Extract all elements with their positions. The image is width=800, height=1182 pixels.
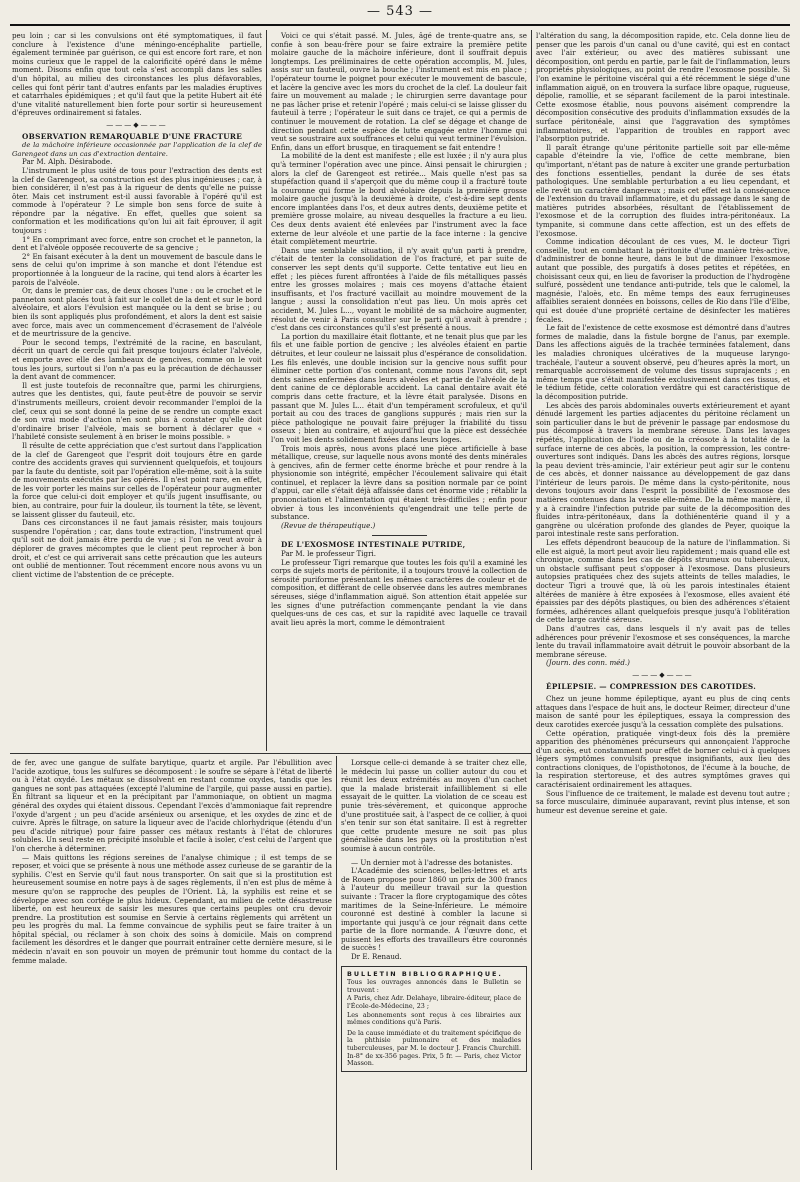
separator-ornament: ———◆———: [632, 670, 694, 679]
paragraph: Dans d'autres cas, dans lesquels il n'y avait pas de telles adhérences pour prévenir l'exosmose et ses conséquences, la marche lente du travail inflammatoire avait détruit le pouvoir absorbant de la membrane séreuse.: [536, 623, 790, 659]
paragraph: Cette opération, pratiquée vingt-deux fois dès la première apparition des phénomènes précurseurs qui annonçaient l'approche d'un accès, eut constamment pour effet de borner celui-ci à quelques légers symptômes convulsifs presque insignifiants, aux lieu des contractions cloniques, de l'opisthotonos, de l'écume à la bouche, de la respiration stertoreuse, et des autres symptômes graves qui caractérisaient ordinairement les attaques.: [536, 728, 790, 790]
paragraph: Or, dans le premier cas, de deux choses l'une : ou le crochet et le panneton sont placés tout à fait sur le collet de la dent et sur le bord alvéolaire, et alors l'évulsion est manquée ou la dent se brise ; ou bien ils sont appliqués plus profondément, et alors la dent est saisie avec force, mais avec un commencement d'écrasement de l'alvéole et de meurtrissure de la gencive.: [12, 286, 262, 339]
paragraph: peu loin ; car si les convulsions ont été symptomatiques, il faut conclure à l'existence d'une méningo-encéphalite partielle, également terminée par guérison, ce qui est encore fort rare, et non moins curieux que le rappel de la calorificité opéré dans le même moment. Disons enfin que tout cela s'est accompli dans les salles d'un hôpital, au milieu des circonstances les plus défavorables, celles qui font périr tant d'autres enfants par les maladies éruptives et catarrhales épidémiques ; et qu'il faut que la petite Hubert ait été d'une vitalité naturellement bien forte pour sortir si heureusement d'épreuves ordinairement si fatales.: [12, 32, 262, 118]
paragraph: Les effets dépendront beaucoup de la nature de l'inflammation. Si elle est aiguë, la mort peut avoir lieu rapidement ; mais quand elle est chronique, comme dans les cas de dépôts strumeux ou tuberculeux, un obstacle suffisant peut s'opposer à l'exosmose. Dans plusieurs autopsies pratiquées chez des sujets atteints de telles maladies, le docteur Tigri a trouvé que, là où les parois intestinales étaient altérées de manière à être exposées à l'exosmose, elles avaient été épaissies par des dépôts plastiques, ou bien des adhérences s'étaient formées, adhérences allant quelquefois presque jusqu'à l'oblitération de cette large cavité séreuse.: [536, 538, 790, 625]
paragraph: Dans une semblable situation, il n'y avait qu'un parti à prendre, c'était de tenter la consolidation de l'os fracturé, et par suite de conserver les sept dents qu'il supporte. Cette tentative eut lieu en effet ; les pièces furent affrontées à l'aide de fils métalliques passés entre les grosses molaires ; mais ces moyens d'attache étaient insuffisants, et l'os fracturé vacillait au moindre mouvement de la langue ; aussi la consolidation n'eut pas lieu. Un mois après cet accident, M. Jules L..., voyant le mobilité de sa mâchoire augmenter, résolut de venir à Paris consulter sur le parti qu'il avait à prendre ; c'est dans ces circonstances qu'il s'est présenté à nous.: [271, 245, 527, 333]
article-title: OBSERVATION REMARQUABLE D'UNE FRACTURE: [22, 131, 243, 141]
paragraph: 1° En comprimant avec force, entre son crochet et le panneton, la dent et l'alvéole opposée recouverte de sa gencive ;: [12, 234, 262, 253]
paragraph: Les abcès des parois abdominales ouverts extérieurement et ayant dénudé largement les parties adjacentes du péritoine réclament un soin particulier dans le but de prévenir le passage par endosmose du pus décomposé à travers la membrane séreuse. Dans les lavages répétés, l'application de l'iode ou de la créosote à la totalité de la surface interne de ces abcès, la position, la compression, les contre-ouvertures sont indiqués. Dans les abcès des autres régions, lorsque la peau devient très-amincie, l'air extérieur peut agir sur le contenu de ces abcès, et donner naissance au développement de gaz dans l'intérieur de leurs parois. De même dans la cysto-péritonite, nous devons toujours avoir dans l'esprit la possibilité de l'exosmose des matières contenues dans la vessie elle-même. De la même manière, il y a à craindre l'infection putride par suite de la décomposition des fluides intra-péritonéaux, dans la dothiénentérie quand il y a gangrène ou ulcération profonde des glandes de Peyer, quoique la paroi intestinale reste sans perforation.: [536, 400, 790, 539]
article-author: Par M. le professeur Tigri.: [281, 549, 376, 559]
paragraph: Le fait de l'existence de cette exosmose est démontré dans d'autres formes de maladie, dans la fistule borgne de l'anus, par exemple. Dans les affections aiguës de la trachée terminées fatalement, dans les maladies chroniques ulcératives de la muqueuse laryngo-trachéale, l'auteur a souvent observé, peu d'heures après la mort, un remarquable accroissement de volume des tissus suprajacents ; en même temps que s'était manifestée exclusivement dans ces tissus, et le tédium fétide, cette coloration verdâtre qui est caractéristique de la décomposition putride.: [536, 323, 790, 401]
section-rule: [10, 753, 531, 754]
signature: Dr E. Renaud.: [351, 952, 402, 962]
paragraph: L'Académie des sciences, belles-lettres et arts de Rouen propose pour 1860 un prix de 300 francs à l'auteur du meilleur travail sur la question suivante : Tracer la flore cryptogamique des côtes maritimes de la Seine-Inférieure. Le mémoire couronné est destiné à combler la lacune si importante qui jusqu'à ce jour régnait dans cette partie de la flore normande. A l'œuvre donc, et puissent les efforts des travailleurs être couronnés de succès !: [341, 866, 527, 953]
column-right: [536, 32, 790, 1170]
paragraph: Trois mois après, nous avons placé une pièce artificielle à base métallique, creuse, sur laquelle nous avons monté des dents minérales à gencives, afin de fermer cette énorme brèche et pour rendre à la physionomie son intégrité, empêcher l'écoulement salivaire qui était continuel, et replacer la lèvre dans sa position normale par ce point d'appui, car elle s'était déjà affaissée dans cet énorme vide ; rétablir la prononciation et l'alimentation qui étaient très-difficiles ; enfin pour obvier à tous les inconvénients qu'engendrait une telle perte de substance.: [271, 443, 527, 522]
paragraph: Pour le second temps, l'extrémité de la racine, en basculant, décrit un quart de cercle qui fait presque toujours éclater l'alvéole, et emporte avec elle des lambeaux de gencives, comme on le voit tous les jours, surtout si l'on n'a pas eu la précaution de déchausser la dent avant de commencer.: [12, 337, 262, 382]
column-divider: [336, 756, 337, 1170]
paragraph: de fer, avec une gangue de sulfate barytique, quartz et argile. Par l'ébullition avec l'acide azotique, tous les sulfures se décomposent : le soufre se sépare à l'état de liberté ou à l'état oxydé. Les métaux se dissolvent en restant comme oxydes, tandis que les gangues ne sont pas attaquées (excepté l'alumine de l'argile, qui passe aussi en partie). En filtrant sa liqueur et en la précipitant par l'ammoniaque, on obtient un magma général des oxydes qui étaient dissous. Cependant l'excès d'ammoniaque fait reprendre l'oxyde d'argent ; un peu d'acide arsénieux ou arsenique, et les oxydes de zinc et de cuivre. Après le filtrage, on sature la liqueur avec de l'acide chlorhydrique (étendu d'un peu d'acide nitrique) pour faire passer ces métaux restants à l'état de chlorures solubles. Un seul reste en précipité insoluble et facile à isoler, c'est celui de l'argent que l'on cherche à déterminer.: [12, 759, 332, 853]
article-source: (Journ. des conn. méd.): [546, 658, 630, 668]
article-title: ÉPILEPSIE. — COMPRESSION DES CAROTIDES.: [546, 681, 757, 691]
paragraph: — Un dernier mot à l'adresse des botanistes.: [351, 857, 513, 867]
header-rule: [10, 24, 790, 26]
column-divider: [266, 30, 267, 751]
article-subtitle: de la mâchoire inférieure occasionnée par l'application de la clef de Garengeot dans un cas d'extraction dentaire.: [12, 141, 262, 158]
paragraph: Il résulte de cette appréciation que c'est surtout dans l'application de la clef de Garengeot que l'esprit doit toujours être en garde contre des accidents graves qui surviennent quelquefois, et toujours par la faute du dentiste, soit par l'opération elle-même, soit à la suite de mouvements exécutés par les opérés. Il n'est point rare, en effet, de les voir porter les mains sur celles de l'opérateur pour augmenter la force que celui-ci doit employer et qu'ils jugent insuffisante, ou bien, au contraire, pour fuir la douleur, ils tournent la tête, se lèvent, se laissent glisser du fauteuil, etc.: [12, 440, 262, 519]
article-source: (Revue de thérapeutique.): [281, 520, 376, 530]
paragraph: Lorsque celle-ci demande à se traiter chez elle, le médecin lui passe un collier autour du cou et réunit les deux extrémités au moyen d'un cachet que la malade bristerait infailliblement si elle essayait de le quitter. La violation de ce sceau est punie très-sévèrement, et quiconque approche d'une prostituée sait, à l'aspect de ce collier, à quoi s'en tenir sur son état sanitaire. Il est à regretter que cette prudente mesure ne soit pas plus généralisée dans les pays où la prostitution n'est soumise à aucun contrôle.: [341, 759, 527, 853]
bulletin-box: [341, 966, 527, 1072]
paragraph: Sous l'influence de ce traitement, le malade est devenu tout autre ; sa force musculaire, diminuée auparavant, revint plus intense, et son humeur est devenue sereine et gaie.: [536, 788, 790, 815]
paragraph: Comme indication découlant de ces vues, M. le docteur Tigri conseille, tout en combattant la péritonite d'une manière très-active, d'administrer de bonne heure, dans le but de diminuer l'exosmose autant que possible, des purgatifs à doses petites et répétées, en choisissant ceux qui, en lieu de favoriser la production de l'hydrogène sulfuré, possèdent une tendance anti-putride, tels que le calomel, la magnésie, l'aloès, etc. En même temps des eaux ferrugineuses affaiblies seraient données en boissons, celles de Rio dans l'île d'Elbe, qui est douée d'une propriété certaine de désinfecter les matières fécales.: [536, 237, 790, 324]
paragraph: Dans ces circonstances il ne faut jamais résister, mais toujours suspendre l'opération ; car, dans toute extraction, l'instrument quel qu'il soit ne doit jamais être perdu de vue ; si l'on ne veut avoir à déplorer de graves mécomptes que le client peut reprocher à bon droit, et c'est ce qui arriverait sans cette précaution que les auteurs ont oublié de mentionner. Tout récemment encore nous avons vu un client victime de l'abstention de ce précepte.: [12, 518, 262, 579]
separator-ornament: ———◆———: [106, 120, 168, 129]
column-bottom-middle: [341, 759, 527, 1171]
separator-line: [372, 535, 427, 536]
column-left: [12, 32, 262, 750]
column-divider: [531, 30, 532, 1170]
column-middle: [271, 32, 527, 750]
bulletin-line: De la cause immédiate et du traitement spécifique de la phthisie pulmonaire et des maladies tuberculeuses, par M. le docteur J. Francis Churchill. In-8° de xx-356 pages. Prix, 5 fr. — Paris, chez Victor Masson.: [347, 1028, 521, 1068]
paragraph: 2° En faisant exécuter à la dent un mouvement de bascule dans le sens de celui qu'on imprime à son manche et dont l'étendue est proportionnée à la longueur de la racine, qui tend alors à écarter les parois de l'alvéole.: [12, 251, 262, 287]
article-title: DE L'EXOSMOSE INTESTINALE PUTRIDE,: [281, 540, 466, 550]
article-author: Par M. Alph. Désirabode.: [22, 157, 113, 167]
paragraph: Le professeur Tigri remarque que toutes les fois qu'il a examiné les corps de sujets morts de péritonite, il a toujours trouvé la collection de sérosité puriforme présentant les mêmes caractères de couleur et de composition, et différant de celle observée dans les autres membranes séreuses, siége d'inflammation aiguë. Son attention était appelée sur les signes d'une putréfaction commençante pendant la vie dans quelques-uns de ces cas, et sur la rapidité avec laquelle ce travail avait lieu après la mort, comme le démontraient: [271, 557, 527, 627]
paragraph: La portion du maxillaire était flottante, et ne tenait plus que par les fils et une faible portion de gencive ; les alvéoles étaient en partie détruites, et leur couleur ne laissait plus d'espérance de consolidation. Les fils enlevés, une double incision sur la gencive nous suffit pour éliminer cette portion d'os contenant, comme nous l'avons dit, sept dents saines enfermées dans leurs alvéoles et partie de l'alvéole de la dent canine de ce déplorable accident. La canal dentaire avait été compris dans cette fracture, et la lèvre était paralysée. Disons en passant que M. Jules L... était d'un tempérament scrofuleux, et qu'il portait au cou des traces de ganglions suppurés ; mais rien sur la pièce pathologique ne pouvait faire préjuger la friabilité du tissu osseux ; bien au contraire, et aujourd'hui que la pièce est desséchée l'on voit les dents solidement fixées dans leurs loges.: [271, 331, 527, 444]
bulletin-line: A Paris, chez Adr. Delahaye, libraire-éditeur, place de l'École-de-Médecine, 23 ;: [347, 994, 521, 1011]
paragraph: Il paraît étrange qu'une péritonite partielle soit par elle-même capable d'éteindre la vie, l'office de cette membrane, bien qu'important, n'étant pas de nature à exciter une grande perturbation des fonctions essentielles, pendant la durée de ses états pathologiques. Une semblable perturbation a eu lieu cependant, et elle revêt un caractère dangereux ; mais cet effet est la conséquence de l'extension du travail inflammatoire, et du passage dans le sang de matières putrides absorbées, résultant de l'établissement de l'exosmose et de la corruption des fluides intra-péritonéaux. La tympanite, si commune dans cette affection, est un des effets de l'exosmose.: [536, 142, 790, 238]
paragraph: Voici ce qui s'était passé. M. Jules, âgé de trente-quatre ans, se confie à son beau-frère pour se faire extraire la première petite molaire gauche de la mâchoire inférieure, dont il souffrait depuis longtemps. Les préliminaires de cette opération accomplis, M. Jules, assis sur un fauteuil, ouvre la bouche ; l'instrument est mis en place ; l'opérateur tourne le poignet pour exécuter le mouvement de bascule, et lacère la gencive avec les mors du crochet de la clef. La douleur fait faire un mouvement au malade ; le chirurgien serre davantage pour ne pas lâcher prise et retenir l'opéré ; mais celui-ci se laisse glisser du fauteuil à terre ; l'opérateur le suit dans ce trajet, ce qui a permis de continuer le mouvement de rotation. La clef se dégage et change de direction pendant cette espèce de lutte engagée entre l'homme qui veut se soustraire aux souffrances et celui qui veut terminer l'évulsion. Enfin, dans un effort brusque, en tiraquement se fait entendre !: [271, 32, 527, 152]
paragraph: Chez un jeune homme épileptique, ayant eu plus de cinq cents attaques dans l'espace de huit ans, le docteur Reimer, directeur d'une maison de santé pour les épileptiques, essaya la compression des deux carotides exercée jusqu'à la cessation complète des pulsations.: [536, 694, 790, 729]
paragraph: La mobilité de la dent est manifeste ; elle est luxée ; il n'y aura plus qu'à terminer l'opération avec une pince. Ainsi pensait le chirurgien ; alors la clef de Garengeot est retirée... Mais quelle n'est pas sa stupéfaction quand il s'aperçoit que du même coup il a fracturé toute la couronne qui forme le bord alvéolaire depuis la première grosse molaire gauche jusqu'à la deuxième à droite, c'est-à-dire sept dents encore implantées dans l'os, et deux autres dents, deuxième petite et première grosse molaire, au niveau desquelles la fracture a eu lieu. Ces deux dents avaient été enlevées par l'instrument avec la face externe de leur alvéole et une partie de la face interne : la gencive était complètement meurtrie.: [271, 151, 527, 247]
paragraph: l'altération du sang, la décomposition rapide, etc. Cela donne lieu de penser que les parois d'un canal ou d'une cavité, qui est en contact avec l'air extérieur, ou avec des matières subissant une décomposition, ont perdu en partie, par le fait de l'inflammation, leurs propriétés physiologiques, au point de rendre l'exosmose possible. Si l'on examine le péritoine viscéral qui a été récemment le siége d'une inflammation aiguë, on en trouvera la surface libre opaque, rugueuse, dépolie, ramollie, et se séparant facilement de la paroi intestinale. Cette exosmose établie, nous pouvons aisément comprendre la décomposition consécutive des produits d'inflammation exsudés de la surface péritonéale, ainsi que l'aggravation des symptômes inflammatoires, et l'apparition de troubles en rapport avec l'absorption putride.: [536, 32, 790, 144]
page-number: — 543 —: [366, 4, 434, 19]
column-bottom-left: [12, 759, 332, 1171]
paragraph: — Mais quittons les régions sereines de l'analyse chimique ; il est temps de se reposer, et voici que se présente à nous une méthode assez curieuse de se garantir de la syphilis. C'est en Servie qu'il faut nous transporter. On sait que si la prostitution est heureusement soumise en notre pays à de sages règlements, il n'en est plus de même à mesure qu'on se rapproche des peuples de l'Orient. Là, la syphilis est reine et se développe avec son cortége le plus hideux. Cependant, au milieu de cette désastreuse liberté, on est heureux de saisir les mesures que certains peuples ont cru devoir prendre. La prostitution est soumise en Servie à certains règlements qui arrêtent un peu les progrès du mal. La femme convaincue de syphilis peut se faire traiter à un hôpital spécial, ou réclamer à son choix des soins à domicile. Mais on comprend facilement les désordres et le danger que pourrait entraîner cette dernière mesure, si le médecin n'avait en son pouvoir un moyen de prémunir tout homme du contact de la femme malade.: [12, 852, 332, 965]
paragraph: Il est juste toutefois de reconnaître que, parmi les chirurgiens, autres que les dentistes, qui, faute peut-être de pouvoir se servir d'instruments meilleurs, croient devoir recommander l'emploi de la clef, ceux qui se sont donné la peine de se rendre un compte exact de son vrai mode d'action n'en sont plus à constater qu'elle doit d'ordinaire briser l'alvéole, mais se bornent à déclarer que « l'habileté consiste seulement à en briser le moins possible. »: [12, 380, 262, 442]
bulletin-line: Les abonnements sont reçus à ces librairies aux mêmes conditions qu'à Paris.: [347, 1010, 521, 1027]
bulletin-heading: BULLETIN BIBLIOGRAPHIQUE.: [347, 969, 503, 978]
bulletin-line: Tous les ouvrages annoncés dans le Bulletin se trouvent :: [347, 978, 521, 994]
paragraph: L'instrument le plus usité de tous pour l'extraction des dents est la clef de Garengeot, sa construction est des plus ingénieuses ; car, à bien considérer, il n'est pas à la rigueur de dents qu'elle ne puisse ôter. Mais cet instrument est-il aussi favorable à l'opéré qu'il est commode à l'opérateur ? Le simple bon sens force de suite à répondre par la négative. En effet, quelles que soient sa conformation et les modifications qu'on lui ait fait éprouver, il agit toujours :: [12, 165, 262, 236]
